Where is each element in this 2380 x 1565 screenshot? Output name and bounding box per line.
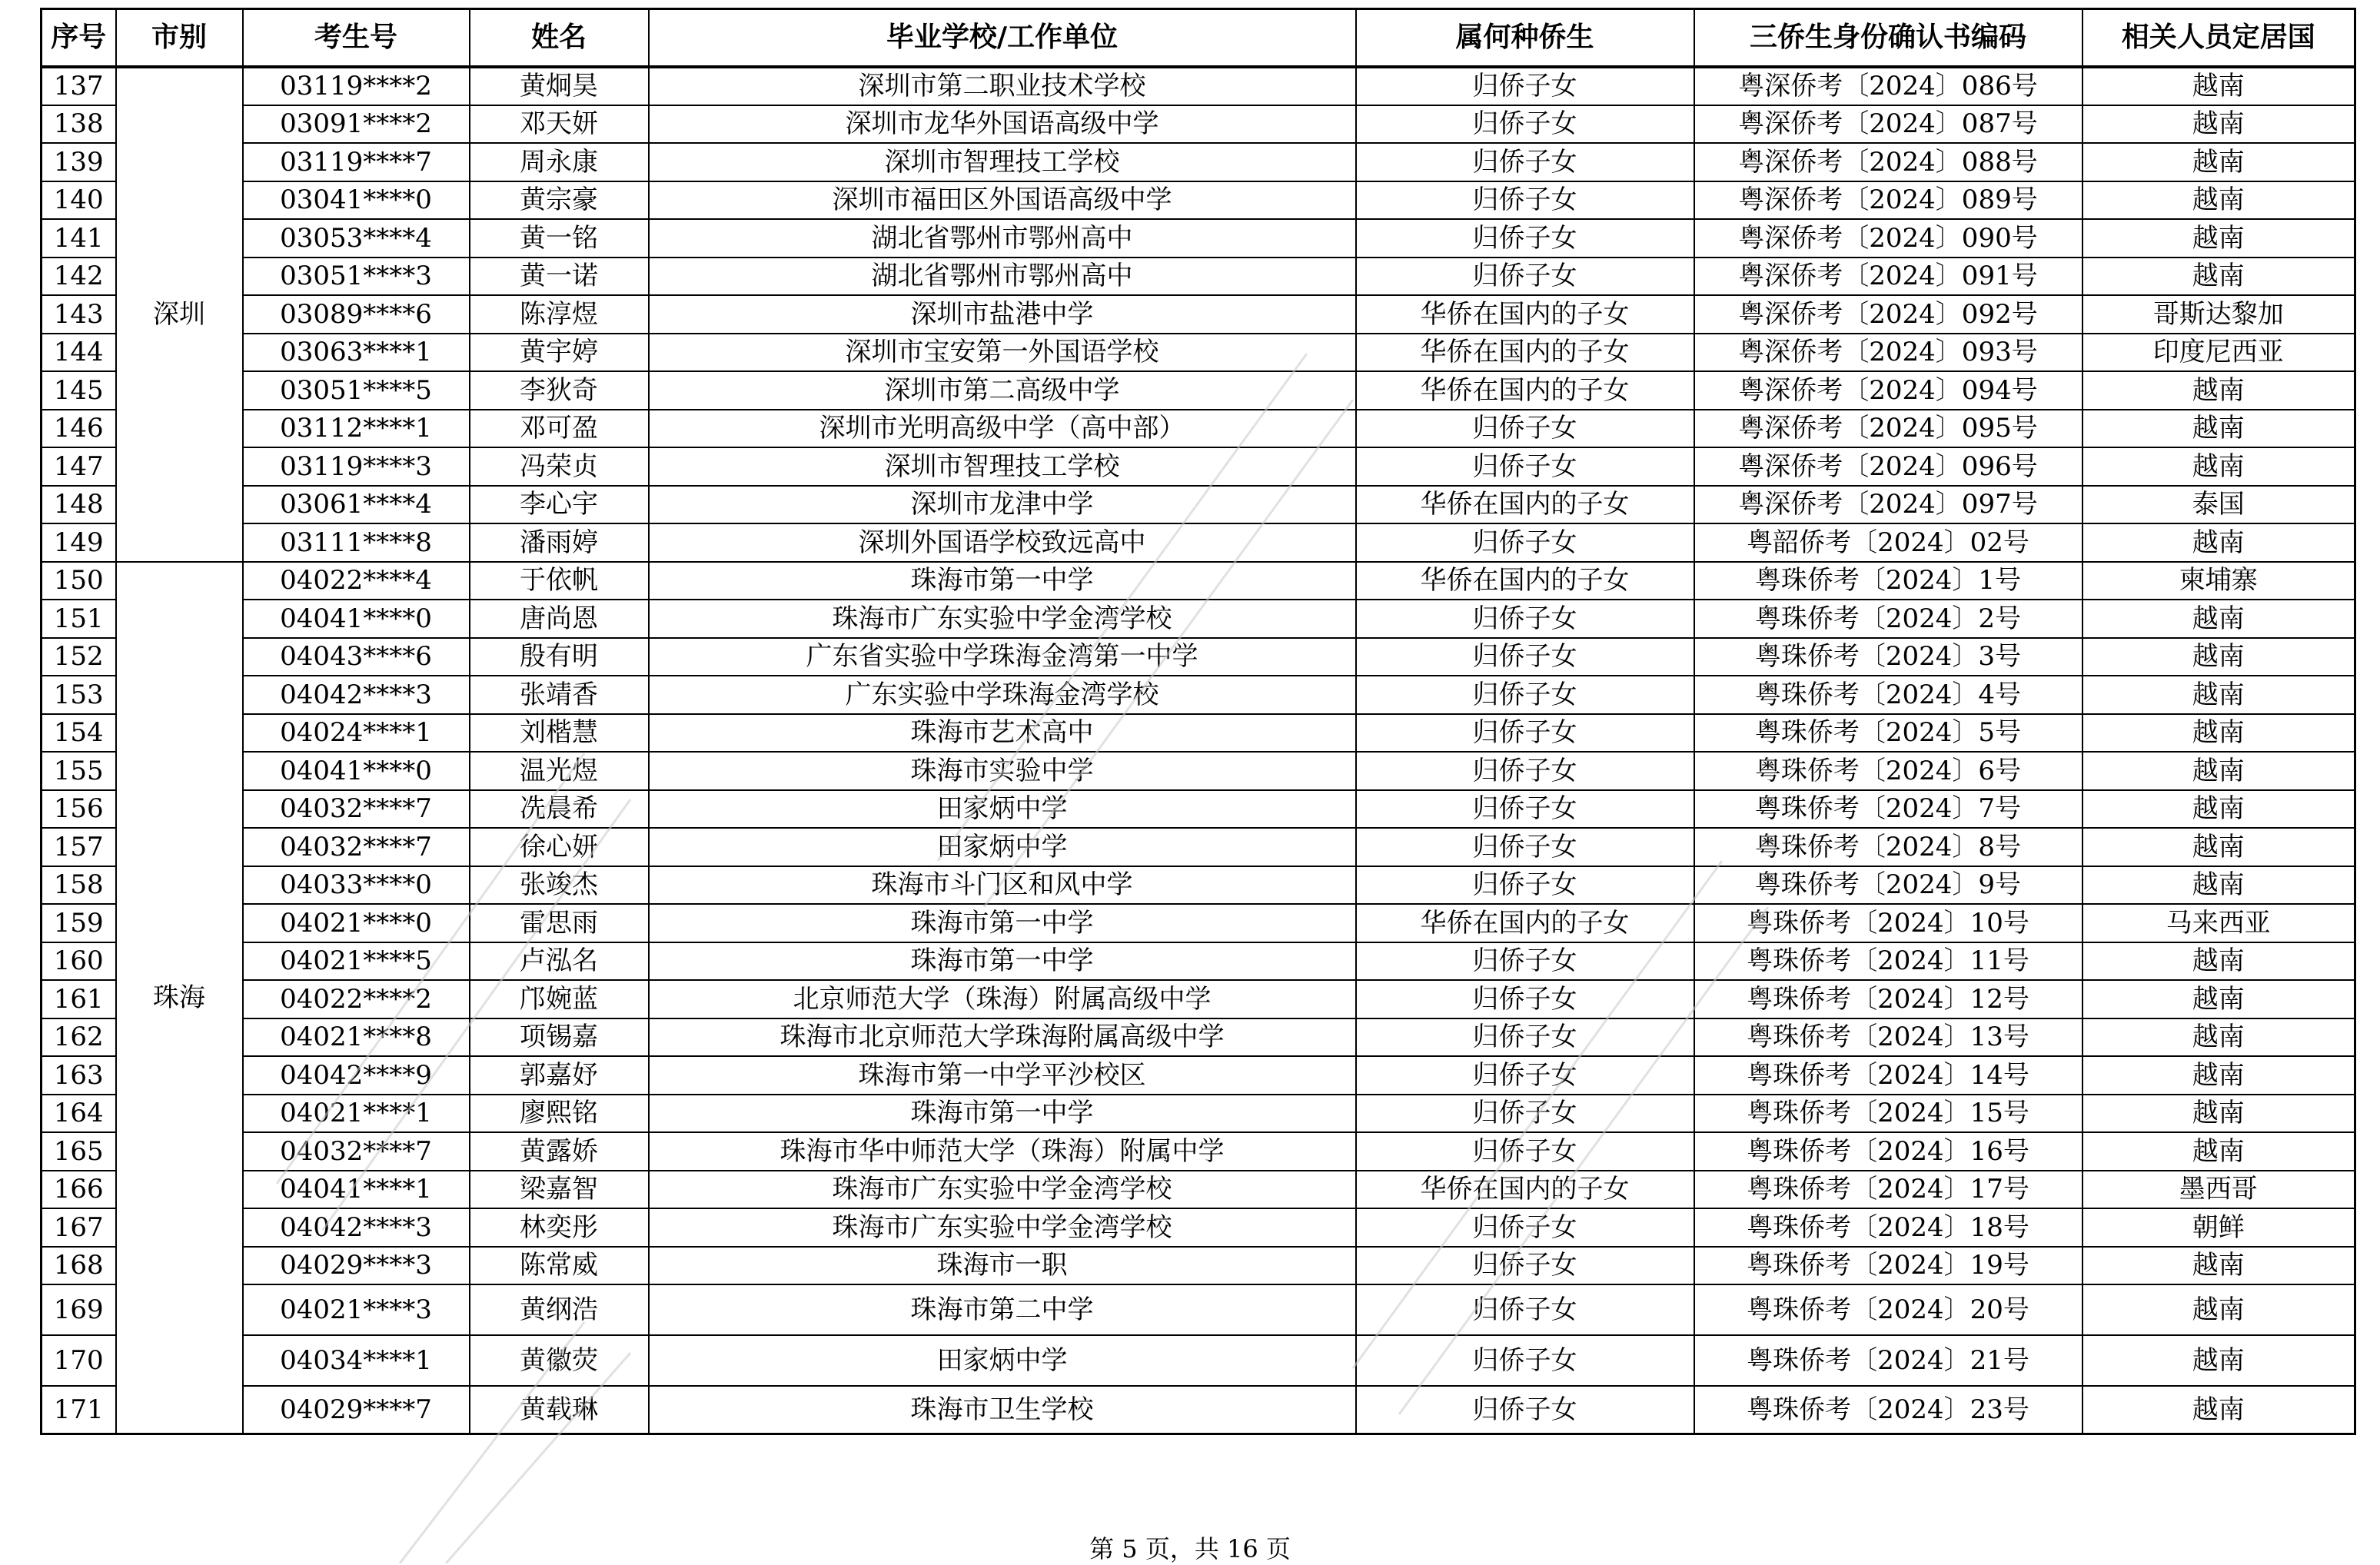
table-row [42,295,2355,334]
table-row [42,828,2355,866]
table-header [42,9,2355,68]
cell-type: 归侨子女 [1356,1386,1694,1434]
cell-country: 越南 [2082,600,2355,638]
table-row [42,676,2355,714]
cell-name: 于依帆 [470,562,649,600]
header-type: 属何种侨生 [1356,9,1694,68]
cell-seq: 160 [42,942,116,981]
table-row [42,1018,2355,1057]
cell-name: 黄炯昊 [470,67,649,105]
cell-exam-no: 03041****0 [243,181,470,220]
cell-type: 归侨子女 [1356,638,1694,676]
cell-seq: 158 [42,866,116,905]
cell-seq: 163 [42,1056,116,1095]
cell-type: 华侨在国内的子女 [1356,295,1694,334]
cell-country: 越南 [2082,752,2355,790]
cell-seq: 141 [42,219,116,258]
cell-school: 珠海市第二中学 [649,1284,1356,1335]
cell-country: 越南 [2082,1247,2355,1285]
header-school: 毕业学校/工作单位 [649,9,1356,68]
cell-exam-no: 03112****1 [243,410,470,448]
cell-type: 归侨子女 [1356,980,1694,1018]
cell-exam-no: 04032****7 [243,828,470,866]
cell-name: 李心宇 [470,486,649,524]
cell-type: 归侨子女 [1356,258,1694,296]
cell-name: 周永康 [470,143,649,181]
cell-seq: 147 [42,447,116,486]
cell-cert-no: 粤深侨考〔2024〕087号 [1694,105,2082,144]
cell-type: 华侨在国内的子女 [1356,562,1694,600]
cell-school: 深圳市龙华外国语高级中学 [649,105,1356,144]
cell-name: 殷有明 [470,638,649,676]
cell-cert-no: 粤珠侨考〔2024〕12号 [1694,980,2082,1018]
cell-exam-no: 04021****5 [243,942,470,981]
cell-type: 归侨子女 [1356,1335,1694,1386]
cell-country: 越南 [2082,714,2355,753]
cell-school: 湖北省鄂州市鄂州高中 [649,258,1356,296]
cell-country: 墨西哥 [2082,1171,2355,1209]
cell-exam-no: 04042****9 [243,1056,470,1095]
table-row [42,866,2355,905]
cell-type: 归侨子女 [1356,866,1694,905]
cell-seq: 148 [42,486,116,524]
cell-exam-no: 03089****6 [243,295,470,334]
cell-seq: 153 [42,676,116,714]
table-row [42,1335,2355,1386]
cell-type: 归侨子女 [1356,1208,1694,1247]
cell-seq: 154 [42,714,116,753]
cell-name: 刘楷慧 [470,714,649,753]
cell-seq: 156 [42,790,116,829]
cell-seq: 150 [42,562,116,600]
table-body [42,67,2355,1434]
cell-type: 归侨子女 [1356,752,1694,790]
cell-cert-no: 粤珠侨考〔2024〕18号 [1694,1208,2082,1247]
cell-type: 华侨在国内的子女 [1356,1171,1694,1209]
table-row [42,1386,2355,1434]
cell-cert-no: 粤珠侨考〔2024〕21号 [1694,1335,2082,1386]
table-row [42,523,2355,562]
cell-country: 越南 [2082,676,2355,714]
cell-cert-no: 粤韶侨考〔2024〕02号 [1694,523,2082,562]
cell-exam-no: 04032****7 [243,790,470,829]
cell-seq: 161 [42,980,116,1018]
cell-school: 湖北省鄂州市鄂州高中 [649,219,1356,258]
cell-seq: 164 [42,1095,116,1133]
cell-country: 越南 [2082,1284,2355,1335]
cell-school: 珠海市斗门区和风中学 [649,866,1356,905]
cell-name: 雷思雨 [470,904,649,942]
table-row [42,143,2355,181]
cell-cert-no: 粤珠侨考〔2024〕17号 [1694,1171,2082,1209]
cell-name: 黄宇婷 [470,334,649,372]
cell-country: 越南 [2082,219,2355,258]
cell-type: 归侨子女 [1356,410,1694,448]
cell-seq: 159 [42,904,116,942]
cell-country: 越南 [2082,105,2355,144]
cell-seq: 157 [42,828,116,866]
cell-cert-no: 粤深侨考〔2024〕091号 [1694,258,2082,296]
cell-type: 归侨子女 [1356,447,1694,486]
cell-seq: 162 [42,1018,116,1057]
cell-cert-no: 粤深侨考〔2024〕089号 [1694,181,2082,220]
header-row [42,9,2355,68]
cell-type: 归侨子女 [1356,1132,1694,1171]
table-row [42,600,2355,638]
cell-type: 归侨子女 [1356,1018,1694,1057]
cell-exam-no: 04041****0 [243,752,470,790]
cell-exam-no: 04029****3 [243,1247,470,1285]
cell-country: 越南 [2082,447,2355,486]
cell-type: 华侨在国内的子女 [1356,904,1694,942]
cell-seq: 168 [42,1247,116,1285]
cell-country: 越南 [2082,371,2355,410]
cell-cert-no: 粤深侨考〔2024〕096号 [1694,447,2082,486]
cell-country: 泰国 [2082,486,2355,524]
cell-school: 深圳市盐港中学 [649,295,1356,334]
cell-exam-no: 04024****1 [243,714,470,753]
table-row [42,181,2355,220]
cell-name: 冯荣贞 [470,447,649,486]
cell-type: 归侨子女 [1356,714,1694,753]
cell-cert-no: 粤珠侨考〔2024〕19号 [1694,1247,2082,1285]
cell-exam-no: 03053****4 [243,219,470,258]
cell-seq: 169 [42,1284,116,1335]
cell-cert-no: 粤深侨考〔2024〕092号 [1694,295,2082,334]
table-row [42,67,2355,105]
cell-school: 深圳市智理技工学校 [649,143,1356,181]
cell-school: 珠海市第一中学 [649,1095,1356,1133]
cell-school: 深圳市光明高级中学（高中部） [649,410,1356,448]
table-row [42,942,2355,981]
table-row [42,105,2355,144]
cell-name: 潘雨婷 [470,523,649,562]
cell-exam-no: 03063****1 [243,334,470,372]
cell-type: 归侨子女 [1356,143,1694,181]
table-row [42,371,2355,410]
header-country: 相关人员定居国 [2082,9,2355,68]
cell-school: 田家炳中学 [649,790,1356,829]
cell-seq: 145 [42,371,116,410]
cell-school: 珠海市广东实验中学金湾学校 [649,1171,1356,1209]
cell-cert-no: 粤珠侨考〔2024〕4号 [1694,676,2082,714]
cell-name: 张靖香 [470,676,649,714]
cell-exam-no: 04022****4 [243,562,470,600]
table-row [42,447,2355,486]
cell-name: 林奕彤 [470,1208,649,1247]
table-row [42,1056,2355,1095]
cell-cert-no: 粤珠侨考〔2024〕7号 [1694,790,2082,829]
cell-exam-no: 04022****2 [243,980,470,1018]
cell-country: 柬埔寨 [2082,562,2355,600]
cell-seq: 152 [42,638,116,676]
cell-cert-no: 粤珠侨考〔2024〕13号 [1694,1018,2082,1057]
cell-seq: 144 [42,334,116,372]
cell-cert-no: 粤珠侨考〔2024〕2号 [1694,600,2082,638]
cell-country: 越南 [2082,410,2355,448]
cell-school: 深圳市第二职业技术学校 [649,67,1356,105]
cell-type: 归侨子女 [1356,67,1694,105]
cell-school: 珠海市艺术高中 [649,714,1356,753]
cell-cert-no: 粤珠侨考〔2024〕8号 [1694,828,2082,866]
cell-name: 梁嘉智 [470,1171,649,1209]
cell-country: 越南 [2082,258,2355,296]
cell-name: 李狄奇 [470,371,649,410]
cell-name: 陈淳煜 [470,295,649,334]
cell-school: 珠海市第一中学 [649,942,1356,981]
page-footer [0,1530,2380,1565]
cell-seq: 155 [42,752,116,790]
cell-type: 归侨子女 [1356,600,1694,638]
cell-school: 深圳市福田区外国语高级中学 [649,181,1356,220]
cell-seq: 146 [42,410,116,448]
cell-country: 越南 [2082,143,2355,181]
cell-country: 越南 [2082,1335,2355,1386]
cell-cert-no: 粤深侨考〔2024〕095号 [1694,410,2082,448]
cell-cert-no: 粤珠侨考〔2024〕20号 [1694,1284,2082,1335]
cell-type: 归侨子女 [1356,105,1694,144]
cell-cert-no: 粤珠侨考〔2024〕16号 [1694,1132,2082,1171]
cell-type: 华侨在国内的子女 [1356,486,1694,524]
cell-cert-no: 粤深侨考〔2024〕088号 [1694,143,2082,181]
cell-exam-no: 04021****8 [243,1018,470,1057]
cell-type: 归侨子女 [1356,219,1694,258]
cell-school: 深圳市龙津中学 [649,486,1356,524]
cell-seq: 151 [42,600,116,638]
cell-type: 归侨子女 [1356,181,1694,220]
cell-exam-no: 04043****6 [243,638,470,676]
table-row [42,980,2355,1018]
cell-seq: 149 [42,523,116,562]
cell-seq: 142 [42,258,116,296]
cell-school: 深圳市第二高级中学 [649,371,1356,410]
cell-school: 田家炳中学 [649,828,1356,866]
cell-school: 珠海市实验中学 [649,752,1356,790]
cell-country: 越南 [2082,828,2355,866]
cell-exam-no: 04021****0 [243,904,470,942]
cell-name: 项锡嘉 [470,1018,649,1057]
cell-school: 珠海市第一中学 [649,904,1356,942]
cell-exam-no: 04042****3 [243,676,470,714]
cell-school: 珠海市一职 [649,1247,1356,1285]
cell-name: 廖熙铭 [470,1095,649,1133]
cell-country: 马来西亚 [2082,904,2355,942]
cell-school: 深圳市宝安第一外国语学校 [649,334,1356,372]
cell-exam-no: 03119****3 [243,447,470,486]
cell-exam-no: 03119****2 [243,67,470,105]
cell-country: 越南 [2082,942,2355,981]
cell-name: 冼晨希 [470,790,649,829]
cell-cert-no: 粤深侨考〔2024〕097号 [1694,486,2082,524]
cell-type: 归侨子女 [1356,790,1694,829]
cell-seq: 170 [42,1335,116,1386]
cell-school: 深圳市智理技工学校 [649,447,1356,486]
cell-school: 广东省实验中学珠海金湾第一中学 [649,638,1356,676]
cell-seq: 167 [42,1208,116,1247]
table-row [42,1171,2355,1209]
cell-name: 黄徽荧 [470,1335,649,1386]
cell-cert-no: 粤珠侨考〔2024〕5号 [1694,714,2082,753]
cell-country: 哥斯达黎加 [2082,295,2355,334]
table-row [42,219,2355,258]
cell-name: 张竣杰 [470,866,649,905]
cell-seq: 140 [42,181,116,220]
cell-type: 归侨子女 [1356,676,1694,714]
cell-exam-no: 04042****3 [243,1208,470,1247]
header-city: 市别 [116,9,243,68]
cell-name: 陈常威 [470,1247,649,1285]
cell-cert-no: 粤珠侨考〔2024〕9号 [1694,866,2082,905]
cell-country: 越南 [2082,1132,2355,1171]
table-row [42,486,2355,524]
cell-seq: 165 [42,1132,116,1171]
cell-school: 珠海市广东实验中学金湾学校 [649,600,1356,638]
cell-name: 邓天妍 [470,105,649,144]
cell-exam-no: 03061****4 [243,486,470,524]
cell-country: 越南 [2082,790,2355,829]
cell-exam-no: 04033****0 [243,866,470,905]
cell-school: 北京师范大学（珠海）附属高级中学 [649,980,1356,1018]
cell-cert-no: 粤深侨考〔2024〕086号 [1694,67,2082,105]
cell-cert-no: 粤珠侨考〔2024〕15号 [1694,1095,2082,1133]
cell-cert-no: 粤深侨考〔2024〕094号 [1694,371,2082,410]
cell-type: 归侨子女 [1356,942,1694,981]
table-row [42,1247,2355,1285]
cell-seq: 143 [42,295,116,334]
cell-country: 越南 [2082,523,2355,562]
cell-exam-no: 03119****7 [243,143,470,181]
cell-type: 归侨子女 [1356,1095,1694,1133]
cell-cert-no: 粤珠侨考〔2024〕14号 [1694,1056,2082,1095]
cell-seq: 137 [42,67,116,105]
cell-type: 归侨子女 [1356,828,1694,866]
cell-seq: 138 [42,105,116,144]
cell-school: 珠海市第一中学平沙校区 [649,1056,1356,1095]
cell-name: 黄纲浩 [470,1284,649,1335]
cell-name: 黄一诺 [470,258,649,296]
table-row [42,410,2355,448]
cell-school: 珠海市北京师范大学珠海附属高级中学 [649,1018,1356,1057]
header-exam-no: 考生号 [243,9,470,68]
cell-school: 珠海市华中师范大学（珠海）附属中学 [649,1132,1356,1171]
cell-country: 越南 [2082,1095,2355,1133]
cell-cert-no: 粤珠侨考〔2024〕1号 [1694,562,2082,600]
table-row [42,258,2355,296]
cell-exam-no: 03091****2 [243,105,470,144]
cell-cert-no: 粤深侨考〔2024〕093号 [1694,334,2082,372]
cell-type: 归侨子女 [1356,1056,1694,1095]
cell-exam-no: 04029****7 [243,1386,470,1434]
cell-name: 唐尚恩 [470,600,649,638]
cell-type: 华侨在国内的子女 [1356,371,1694,410]
cell-country: 越南 [2082,1386,2355,1434]
table-row [42,790,2355,829]
table-row [42,1208,2355,1247]
cell-school: 珠海市卫生学校 [649,1386,1356,1434]
cell-seq: 139 [42,143,116,181]
cell-exam-no: 04021****3 [243,1284,470,1335]
cell-cert-no: 粤珠侨考〔2024〕23号 [1694,1386,2082,1434]
table-row [42,334,2355,372]
header-name: 姓名 [470,9,649,68]
cell-type: 归侨子女 [1356,1284,1694,1335]
cell-cert-no: 粤珠侨考〔2024〕3号 [1694,638,2082,676]
cell-name: 郭嘉妤 [470,1056,649,1095]
cell-cert-no: 粤珠侨考〔2024〕6号 [1694,752,2082,790]
cell-country: 越南 [2082,1056,2355,1095]
cell-country: 越南 [2082,1018,2355,1057]
table-row [42,1132,2355,1171]
cell-country: 越南 [2082,638,2355,676]
table-row [42,1095,2355,1133]
cell-cert-no: 粤深侨考〔2024〕090号 [1694,219,2082,258]
cell-country: 越南 [2082,980,2355,1018]
cell-exam-no: 04021****1 [243,1095,470,1133]
cell-name: 徐心妍 [470,828,649,866]
cell-school: 田家炳中学 [649,1335,1356,1386]
table-row [42,638,2355,676]
cell-exam-no: 04041****0 [243,600,470,638]
cell-seq: 166 [42,1171,116,1209]
cell-country: 印度尼西亚 [2082,334,2355,372]
cell-exam-no: 04041****1 [243,1171,470,1209]
cell-exam-no: 03051****5 [243,371,470,410]
page-number: 第 5 页，共 16 页 [1089,1534,1291,1563]
cell-exam-no: 03111****8 [243,523,470,562]
cell-type: 归侨子女 [1356,523,1694,562]
table-row [42,714,2355,753]
cell-exam-no: 04034****1 [243,1335,470,1386]
cell-name: 邝婉蓝 [470,980,649,1018]
student-roster-table [40,8,2356,1435]
cell-name: 黄露娇 [470,1132,649,1171]
cell-cert-no: 粤珠侨考〔2024〕10号 [1694,904,2082,942]
header-cert-no: 三侨生身份确认书编码 [1694,9,2082,68]
cell-exam-no: 03051****3 [243,258,470,296]
cell-country: 越南 [2082,181,2355,220]
cell-name: 温光煜 [470,752,649,790]
cell-name: 黄一铭 [470,219,649,258]
cell-name: 卢泓名 [470,942,649,981]
table-row [42,752,2355,790]
table-row [42,562,2355,600]
cell-school: 广东实验中学珠海金湾学校 [649,676,1356,714]
cell-type: 华侨在国内的子女 [1356,334,1694,372]
cell-school: 珠海市第一中学 [649,562,1356,600]
cell-exam-no: 04032****7 [243,1132,470,1171]
cell-school: 珠海市广东实验中学金湾学校 [649,1208,1356,1247]
cell-type: 归侨子女 [1356,1247,1694,1285]
cell-name: 黄宗豪 [470,181,649,220]
table-row [42,1284,2355,1335]
cell-country: 越南 [2082,67,2355,105]
cell-name: 邓可盈 [470,410,649,448]
table-row [42,904,2355,942]
cell-city: 珠海 [116,562,243,1434]
cell-cert-no: 粤珠侨考〔2024〕11号 [1694,942,2082,981]
cell-name: 黄载琳 [470,1386,649,1434]
cell-school: 深圳外国语学校致远高中 [649,523,1356,562]
header-seq: 序号 [42,9,116,68]
cell-country: 朝鲜 [2082,1208,2355,1247]
cell-seq: 171 [42,1386,116,1434]
cell-city: 深圳 [116,67,243,562]
cell-country: 越南 [2082,866,2355,905]
